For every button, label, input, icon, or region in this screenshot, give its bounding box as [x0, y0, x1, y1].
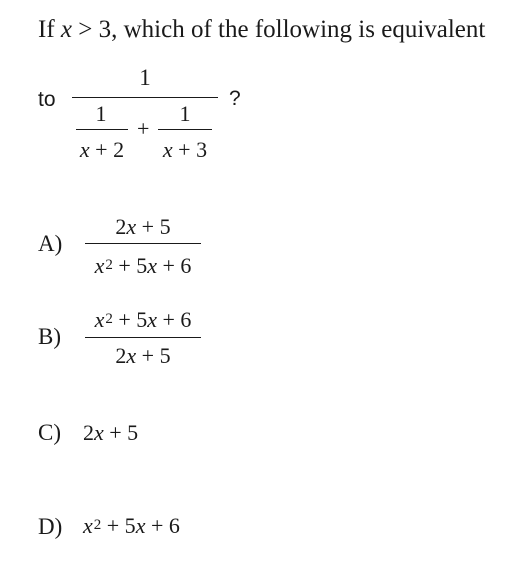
option-c-label[interactable]: C) [38, 420, 61, 445]
to-label: to [38, 88, 56, 111]
question-stem [38, 15, 485, 45]
option-a-numerator: 2x + 5 [115, 214, 171, 239]
inner-right-fraction-bar [158, 129, 212, 130]
option-c-expression: 2x + 5 [83, 420, 139, 445]
inner-plus-sign: + [137, 116, 150, 141]
option-b-fraction-bar [85, 337, 201, 338]
inner-right-denominator: x + 3 [162, 137, 208, 162]
option-b-denominator: 2x + 5 [115, 343, 171, 368]
main-numerator: 1 [139, 65, 151, 90]
main-fraction-bar [72, 97, 218, 98]
option-d-label[interactable]: D) [38, 514, 63, 539]
inner-left-fraction-bar [76, 129, 128, 130]
question-mark: ? [229, 87, 241, 110]
question-condition: > 3, which of the following is equivalent [78, 16, 486, 43]
option-b-label[interactable]: B) [38, 324, 61, 349]
option-a-fraction-bar [85, 243, 201, 244]
option-b-numerator: $x^2 + 5x + 6$ [94, 307, 192, 332]
inner-left-denominator: x + 2 [79, 137, 125, 162]
question-prefix: If [38, 16, 55, 43]
inner-right-numerator: 1 [179, 101, 191, 126]
option-d-expression: $x^2 + 5x + 6$ [83, 513, 180, 538]
option-a-denominator: $x^2 + 5x + 6$ [94, 253, 192, 278]
option-a-label[interactable]: A) [38, 231, 63, 256]
inner-left-numerator: 1 [95, 101, 107, 126]
question-variable: x [60, 16, 73, 43]
